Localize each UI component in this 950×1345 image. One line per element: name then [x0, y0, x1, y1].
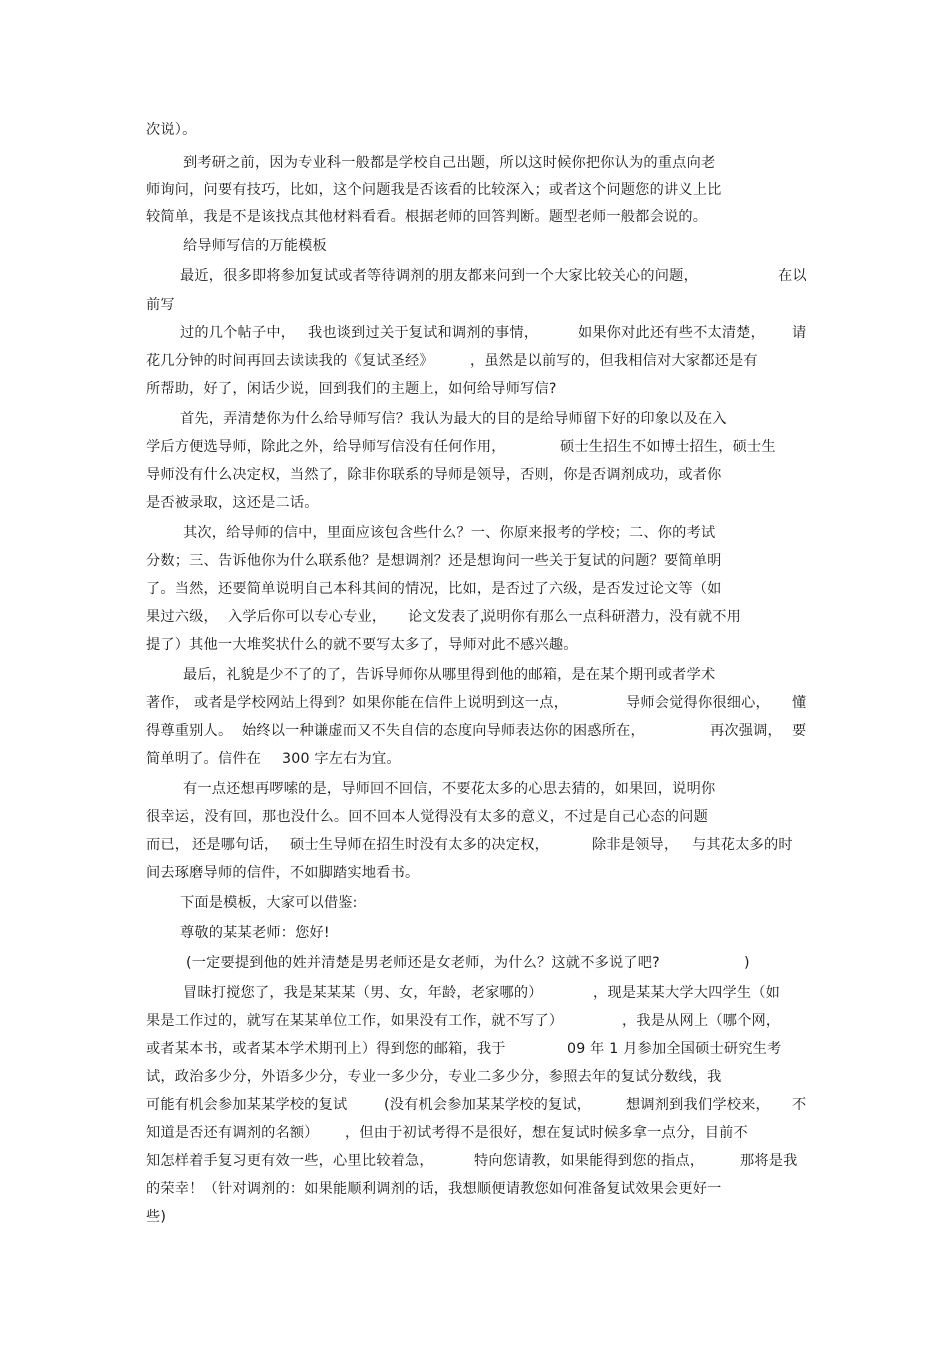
text-segment: 还是哪句话， — [192, 837, 279, 853]
text-line — [0, 436, 950, 458]
text-line — [0, 1094, 950, 1116]
text-segment: 懂 — [792, 695, 807, 711]
text-segment: 很幸运 — [146, 809, 190, 825]
text-segment: 了。当然，还要简单说明自己本科其间的情况，比如，是否过了六级，是否发过论文等（如 — [146, 581, 722, 597]
text-segment: 冒昧打搅您了，我是某某某（男、女，年龄，老家哪的） — [183, 985, 543, 1001]
text-segment: 较简单，我是不是该找点其他材料看看。根据老师的回答判断。题型老师一般都会说的。 — [146, 209, 708, 225]
text-segment: 知道是否还有调剂的名额） — [146, 1125, 319, 1141]
text-line — [0, 1122, 950, 1144]
text-line — [0, 464, 950, 486]
text-line — [0, 606, 950, 628]
text-segment: 知怎样着手复习更有效一些，心里比较着急， — [146, 1153, 434, 1169]
text-line — [0, 748, 950, 770]
text-segment: 09 年 1 月参加全国硕士研究生考 — [567, 1041, 782, 1057]
text-line — [0, 350, 950, 372]
text-segment: 著作， — [146, 695, 190, 711]
text-segment: 其次，给导师的信中，里面应该包含些什么？一、你原来报考的学校；二、你的考试 — [183, 525, 716, 541]
text-segment: ，现是某某大学大四学生（如 — [593, 985, 781, 1001]
text-line — [0, 408, 950, 430]
text-line — [0, 1150, 950, 1172]
text-segment: 导师没有什么决定权，当然了，除非你联系的导师是领导，否则，你是否调剂成功，或者你 — [146, 467, 722, 483]
text-segment: 或者某本书，或者某本学术期刊上）得到您的邮箱，我于 — [146, 1041, 506, 1057]
text-segment: 在以 — [778, 268, 807, 284]
text-segment: ，我是从网上（哪个网， — [622, 1013, 781, 1029]
text-segment: 不 — [792, 1097, 807, 1113]
text-line — [0, 235, 950, 257]
text-segment: 我也谈到过关于复试和调剂的事情， — [308, 325, 539, 341]
text-line — [0, 720, 950, 742]
text-line — [0, 1010, 950, 1032]
text-line — [0, 206, 950, 228]
text-line — [0, 1066, 950, 1088]
text-segment: 导师会觉得你很细心， — [626, 695, 770, 711]
text-segment: 那将是我 — [740, 1153, 798, 1169]
text-segment: ，但由于初试考得不是很好，想在复试时候多拿一点分，目前不 — [345, 1125, 748, 1141]
text-line — [0, 806, 950, 828]
text-line — [0, 294, 950, 316]
text-segment: 而已， — [146, 837, 190, 853]
text-line — [0, 119, 950, 141]
text-segment: 入学后你可以专心专业， — [228, 609, 387, 625]
text-segment: 始终以一种谦虚而又不失自信的态度向导师表达你的困惑所在， — [242, 723, 645, 739]
text-segment: 300 字左右为宜。 — [282, 751, 401, 767]
text-segment: 间去琢磨导师的信件，不如脚踏实地看书。 — [146, 865, 420, 881]
text-segment: 试，政治多少分，外语多少分，专业一多少分，专业二多少分，参照去年的复试分数线，我 — [146, 1069, 722, 1085]
text-line — [0, 834, 950, 856]
text-segment: 得尊重别人。 — [146, 723, 233, 739]
text-line — [0, 378, 950, 400]
text-segment: 要 — [792, 723, 807, 739]
text-segment: 尊敬的某某老师：您好! — [180, 925, 330, 941]
text-segment: 是否被录取，这还是二话。 — [146, 495, 319, 511]
text-segment: 简单明了。信件在 — [146, 751, 262, 767]
text-line — [0, 952, 950, 974]
text-segment: 硕士生导师在招生时没有太多的决定权， — [290, 837, 549, 853]
text-segment: 首先，弄清楚你为什么给导师写信？我认为最大的目的是给导师留下好的印象以及在入 — [180, 411, 727, 427]
text-segment: (没有机会参加某某学校的复试， — [384, 1097, 592, 1113]
text-segment: 过的几个帖子中， — [180, 325, 296, 341]
text-line — [0, 634, 950, 656]
text-segment: 或者是学校网站上得到？如果你能在信件上说明到这一点， — [194, 695, 569, 711]
text-segment: 前写 — [146, 297, 175, 313]
text-segment: 与其花太多的时 — [692, 837, 793, 853]
text-segment: 分数；三、告诉他你为什么联系他？是想调剂？还是想询问一些关于复试的问题？要简单明 — [146, 553, 722, 569]
text-line — [0, 578, 950, 600]
text-segment: 师询问，问要有技巧，比如，这个问题我是否该看的比较深入；或者这个问题您的讲义上比 — [146, 182, 722, 198]
text-line — [0, 152, 950, 174]
text-line — [0, 892, 950, 914]
text-line — [0, 265, 950, 287]
text-segment: 些) — [146, 1209, 167, 1225]
text-segment: 花几分钟的时间再回去读读我的《复试圣经》 — [146, 353, 434, 369]
text-segment: ，没有回，那也没什么。回不回本人觉得没有太多的意义，不过是自己心态的问题 — [190, 809, 708, 825]
text-line — [0, 179, 950, 201]
text-line — [0, 1038, 950, 1060]
text-segment: 除非是领导， — [592, 837, 679, 853]
text-segment: 想调剂到我们学校来， — [626, 1097, 770, 1113]
text-line — [0, 1206, 950, 1228]
text-segment: 说明你有那么一点科研潜力，没有就不用 — [482, 609, 741, 625]
text-segment: 论文发表了， — [408, 609, 495, 625]
text-segment: 再次强调， — [710, 723, 782, 739]
text-segment: 请 — [792, 325, 807, 341]
text-line — [0, 982, 950, 1004]
text-segment: 给导师写信的万能模板 — [183, 238, 327, 254]
text-segment: 可能有机会参加某某学校的复试 — [146, 1097, 348, 1113]
text-segment: 特向您请教，如果能得到您的指点， — [474, 1153, 705, 1169]
text-segment: ，虽然是以前写的，但我相信对大家都还是有 — [470, 353, 758, 369]
text-line — [0, 922, 950, 944]
text-segment: 到考研之前，因为专业科一般都是学校自己出题，所以这时候你把你认为的重点向老 — [183, 155, 716, 171]
text-line — [0, 664, 950, 686]
text-segment: 如果你对此还有些不太清楚， — [578, 325, 766, 341]
text-segment: 所帮助，好了，闲话少说，回到我们的主题上，如何给导师写信? — [146, 381, 557, 397]
text-segment: 果是工作过的，就写在某某单位工作，如果没有工作，就不写了） — [146, 1013, 564, 1029]
text-segment: (一定要提到他的姓并清楚是男老师还是女老师，为什么？这就不多说了吧? — [186, 955, 660, 971]
text-segment: 下面是模板，大家可以借鉴: — [180, 895, 358, 911]
text-line — [0, 492, 950, 514]
text-line — [0, 322, 950, 344]
text-segment: 次说）。 — [146, 122, 197, 138]
text-segment: 硕士生招生不如博士招生，硕士生 — [560, 439, 776, 455]
text-segment: 最近，很多即将参加复试或者等待调剂的朋友都来问到一个大家比较关心的问题， — [180, 268, 698, 284]
text-segment: ) — [744, 955, 750, 971]
text-segment: 有一点还想再啰嗦的是，导师回不回信，不要花太多的心思去猜的，如果回，说明你 — [183, 781, 716, 797]
text-line — [0, 522, 950, 544]
text-segment: 的荣幸！（针对调剂的：如果能顺利调剂的话，我想顺便请教您如何准备复试效果会更好一 — [146, 1181, 722, 1197]
text-segment: 最后，礼貌是少不了的了，告诉导师你从哪里得到他的邮箱，是在某个期刊或者学术 — [183, 667, 716, 683]
text-line — [0, 778, 950, 800]
text-segment: 学后方便选导师，除此之外，给导师写信没有任何作用， — [146, 439, 506, 455]
text-line — [0, 862, 950, 884]
text-segment: 果过六级， — [146, 609, 218, 625]
text-line — [0, 1178, 950, 1200]
text-line — [0, 692, 950, 714]
text-line — [0, 550, 950, 572]
text-segment: 提了）其他一大堆奖状什么的就不要写太多了，导师对此不感兴趣。 — [146, 637, 578, 653]
